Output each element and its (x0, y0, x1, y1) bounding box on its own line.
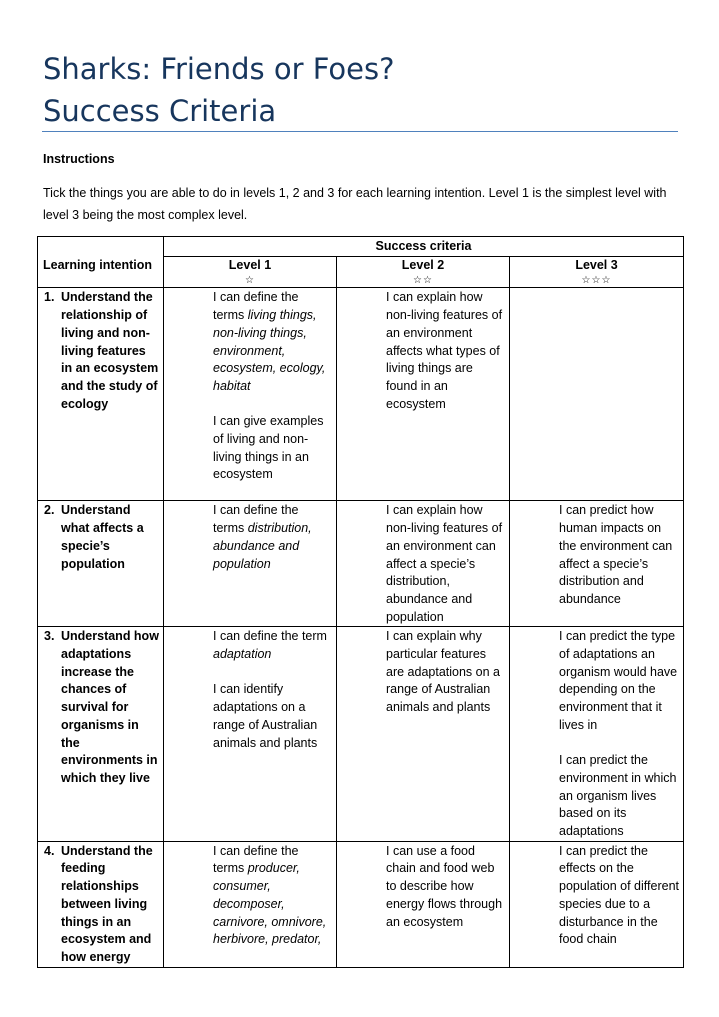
title-divider (42, 131, 678, 132)
criteria-statement (386, 628, 505, 717)
criteria-cell-level-3 (510, 627, 684, 841)
criteria-content (386, 628, 505, 717)
criteria-content (386, 843, 505, 932)
learning-intention-cell (38, 627, 164, 841)
intention-text: Understand what affects a specie’s population (61, 503, 144, 571)
criteria-content (213, 843, 332, 949)
table-row (38, 841, 684, 967)
learning-intention-cell (38, 501, 164, 627)
learning-intention-cell (38, 841, 164, 967)
criteria-cell-level-2 (337, 627, 510, 841)
level-2-label: Level 2 (401, 257, 445, 272)
criteria-content (559, 843, 679, 949)
level-1-stars-icon: ☆ (245, 275, 255, 287)
criteria-content (386, 502, 505, 626)
level-2-stars-icon: ☆☆ (413, 275, 433, 287)
criteria-content (559, 628, 679, 840)
criteria-text: I can explain why particular features are adaptations on a range of Australian animals and plants (386, 629, 500, 715)
criteria-content (559, 502, 679, 608)
criteria-cell-level-3 (510, 841, 684, 967)
intention-text: Understand the relationship of living and non-living features in an ecosystem and the study of ecology (61, 290, 159, 411)
criteria-cell-level-1 (164, 288, 337, 501)
criteria-statement (213, 413, 332, 484)
page-title (43, 48, 395, 132)
intention-text: Understand the feeding relationships between living things in an ecosystem and how energy (61, 843, 153, 964)
table-header-row-levels (38, 256, 684, 288)
learning-intention-cell (38, 288, 164, 501)
criteria-text: I can predict the type of adaptations an organism would have depending on the environment that it lives in (559, 629, 678, 732)
level-2-header (337, 256, 510, 288)
criteria-terms: adaptation (213, 647, 272, 662)
criteria-content (386, 289, 505, 413)
criteria-statement (213, 681, 332, 752)
level-3-label: Level 3 (575, 257, 618, 272)
intention-number: 4. (44, 843, 55, 858)
table-row (38, 627, 684, 841)
criteria-cell-level-3 (510, 501, 684, 627)
level-3-header (510, 256, 684, 288)
level-1-label: Level 1 (228, 257, 272, 272)
learning-intention-header: Learning intention (38, 256, 164, 288)
table-header-row-top (38, 237, 684, 257)
criteria-text: I can define the terms (213, 290, 299, 323)
table-body (38, 288, 684, 967)
criteria-statement (386, 289, 505, 413)
instructions-heading: Instructions (43, 152, 115, 166)
criteria-cell-level-1 (164, 627, 337, 841)
level-3-stars-icon: ☆☆☆ (581, 275, 612, 287)
criteria-content (213, 289, 332, 484)
criteria-text: I can use a food chain and food web to describe how energy flows through an ecosystem (386, 843, 503, 929)
criteria-statement (386, 502, 505, 626)
criteria-text: I can predict the effects on the population of different species due to a disturbance in the food chain (559, 843, 680, 947)
intention-number: 1. (44, 290, 55, 305)
criteria-text: I can give examples of living and non-living things in an ecosystem (213, 414, 324, 482)
criteria-statement (559, 752, 679, 841)
level-1-header (164, 256, 337, 288)
intention-number: 2. (44, 503, 55, 518)
table-row (38, 288, 684, 501)
criteria-text: I can define the terms (213, 503, 299, 536)
criteria-cell-level-3 (510, 288, 684, 501)
success-criteria-header: Success criteria (164, 237, 684, 257)
title-line-1: Sharks: Friends or Foes? (43, 52, 395, 86)
intention-number: 3. (44, 629, 55, 644)
criteria-cell-level-1 (164, 841, 337, 967)
criteria-cell-level-1 (164, 501, 337, 627)
criteria-text: I can predict the environment in which an organism lives based on its adaptations (559, 753, 677, 839)
criteria-statement (213, 843, 332, 949)
criteria-statement (213, 502, 332, 573)
criteria-content (213, 628, 332, 752)
criteria-cell-level-2 (337, 288, 510, 501)
criteria-terms: living things, non-living things, environment, ecosystem, ecology, habitat (213, 308, 326, 393)
intention-text: Understand how adaptations increase the chances of survival for organisms in the environments in which they live (61, 629, 159, 785)
criteria-statement (559, 628, 679, 734)
criteria-content (213, 502, 332, 573)
criteria-text: I can explain how non-living features of an environment affects what types of living things are found in an ecosystem (386, 290, 503, 411)
criteria-statement (213, 628, 332, 663)
empty-header-cell (38, 237, 164, 257)
success-criteria-table (37, 236, 684, 968)
criteria-terms: distribution, abundance and population (213, 521, 312, 571)
criteria-text: I can predict how human impacts on the environment can affect a specie’s distribution and abundance (559, 503, 673, 606)
criteria-text: I can define the terms (213, 843, 299, 876)
criteria-text: I can identify adaptations on a range of Australian animals and plants (213, 682, 318, 750)
title-line-2: Success Criteria (43, 94, 277, 128)
criteria-statement (559, 843, 679, 949)
table-row (38, 501, 684, 627)
criteria-cell-level-2 (337, 501, 510, 627)
instructions-text: Tick the things you are able to do in levels 1, 2 and 3 for each learning intention. Level 1 is the simplest level with level 3 being the most complex level. (43, 186, 667, 222)
criteria-cell-level-2 (337, 841, 510, 967)
criteria-statement (559, 502, 679, 608)
criteria-text: I can define the term (213, 629, 327, 644)
criteria-statement (386, 843, 505, 932)
criteria-text: I can explain how non-living features of an environment can affect a specie’s distribution, abundance and population (386, 503, 503, 624)
criteria-terms: producer, consumer, decomposer, carnivore, omnivore, herbivore, predator, (213, 861, 327, 947)
criteria-statement (213, 289, 332, 395)
